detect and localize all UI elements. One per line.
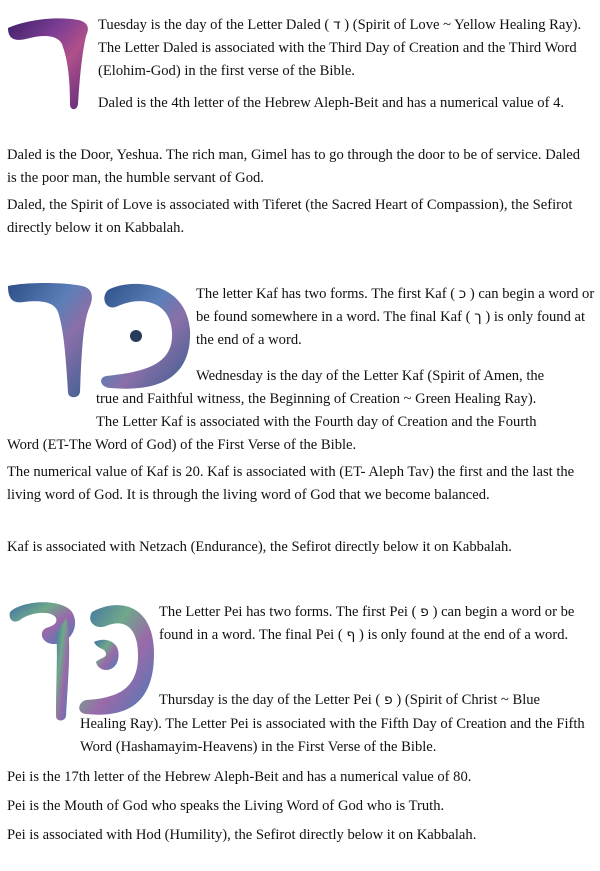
kaf-paragraph-3: The numerical value of Kaf is 20. Kaf is associated with (ET- Aleph Tav) the first and the last the living word of God. It is through the living word of God that we become balanced. bbox=[7, 464, 575, 503]
kaf-letters-icon bbox=[6, 280, 194, 400]
daled-paragraph-3: Daled is the Door, Yeshua. The rich man, Gimel has to go through the door to be of service. Daled is the poor man, the humble servant of God. bbox=[7, 147, 581, 186]
pei-paragraph-4: Pei is the Mouth of God who speaks the Living Word of God who is Truth. bbox=[7, 798, 445, 814]
pei-letters-icon bbox=[6, 598, 156, 724]
pei-paragraph-5: Pei is associated with Hod (Humility), the Sefirot directly below it on Kabbalah. bbox=[7, 827, 477, 843]
pei-paragraph-2-rest: Healing Ray). The Letter Pei is associated with the Fifth Day of Creation and the Fifth Word (Hashamayim-Heavens) in the First Verse of the Bible. bbox=[80, 716, 585, 755]
kaf-paragraph-2-line-2: true and Faithful witness, the Beginning of Creation ~ Green Healing Ray). bbox=[96, 391, 537, 407]
kaf-paragraph-1: The letter Kaf has two forms. The first Kaf ( כ ) can begin a word or be found somewhere in a word. The final Kaf ( ך ) is only found at the end of a word. bbox=[196, 286, 595, 348]
daled-letter-icon bbox=[6, 14, 90, 112]
daled-paragraph-2: Daled is the 4th letter of the Hebrew Aleph-Beit and has a numerical value of 4. bbox=[98, 95, 565, 111]
daled-paragraph-1: Tuesday is the day of the Letter Daled ( ד ) (Spirit of Love ~ Yellow Healing Ray). The Letter Daled is associated with the Third Day of Creation and the Third Word (Elohim-God) in the first verse of the Bible. bbox=[98, 17, 582, 79]
kaf-paragraph-4: Kaf is associated with Netzach (Endurance), the Sefirot directly below it on Kabbalah. bbox=[7, 539, 512, 555]
kaf-paragraph-2-line-3: The Letter Kaf is associated with the Fourth day of Creation and the Fourth bbox=[96, 414, 537, 430]
pei-paragraph-1: The Letter Pei has two forms. The first Pei ( פ ) can begin a word or be found in a word. The final Pei ( ף ) is only found at the end of a word. bbox=[159, 604, 575, 643]
pei-paragraph-3: Pei is the 17th letter of the Hebrew Aleph-Beit and has a numerical value of 80. bbox=[7, 769, 472, 785]
kaf-paragraph-2-line-4: Word (ET-The Word of God) of the First Verse of the Bible. bbox=[7, 437, 357, 453]
daled-paragraph-4: Daled, the Spirit of Love is associated with Tiferet (the Sacred Heart of Compassion), the Sefirot directly below it on Kabbalah. bbox=[7, 197, 573, 236]
kaf-paragraph-2-line-1: Wednesday is the day of the Letter Kaf (Spirit of Amen, the bbox=[196, 368, 545, 384]
pei-paragraph-2-line-1: Thursday is the day of the Letter Pei ( פ ) (Spirit of Christ ~ Blue bbox=[159, 692, 541, 708]
